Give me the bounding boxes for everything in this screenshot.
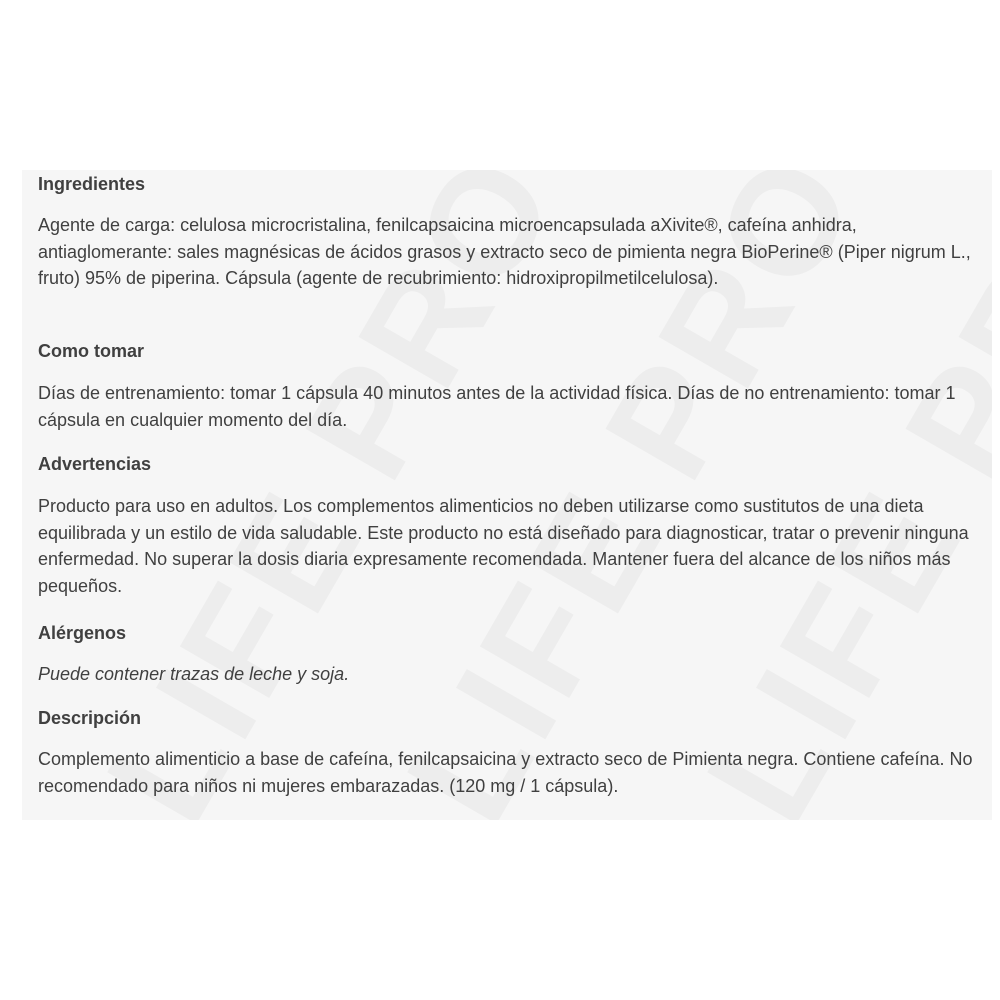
how-to-take-text: Días de entrenamiento: tomar 1 cápsula 40 minutos antes de la actividad física. Días de no entrenamiento: tomar 1 cápsula en cualquier momento del día. — [38, 383, 956, 430]
ingredients-heading: Ingredientes — [38, 174, 146, 194]
how-to-take-heading: Como tomar — [38, 341, 145, 361]
ingredients-text: Agente de carga: celulosa microcristalina, fenilcapsaicina microencapsulada aXivite®, cafeína anhidra, antiaglomerante: sales magnésicas de ácidos grasos y extracto seco de pimienta negra BioPerine® (Piper nigrum L., fruto) 95% de piperina. Cápsula (agente de recubrimiento: hidroxipropilmetilcelulosa). — [38, 215, 971, 288]
warnings-text: Producto para uso en adultos. Los complementos alimenticios no deben utilizarse como sustitutos de una dieta equilibrada y un estilo de vida saludable. Este producto no está diseñado para diagnosticar, tratar o prevenir ninguna enfermedad. No superar la dosis diaria expresamente recomendada. Mantener fuera del alcance de los niños más pequeños. — [38, 496, 969, 596]
allergens-heading: Alérgenos — [38, 623, 127, 643]
description-heading: Descripción — [38, 708, 142, 728]
product-info-panel — [22, 170, 992, 820]
warnings-heading: Advertencias — [38, 454, 152, 474]
description-text: Complemento alimenticio a base de cafeína, fenilcapsaicina y extracto seco de Pimienta negra. Contiene cafeína. No recomendado para niños ni mujeres embarazadas. (120 mg / 1 cápsula). — [38, 749, 973, 796]
allergens-text: Puede contener trazas de leche y soja. — [38, 664, 350, 684]
